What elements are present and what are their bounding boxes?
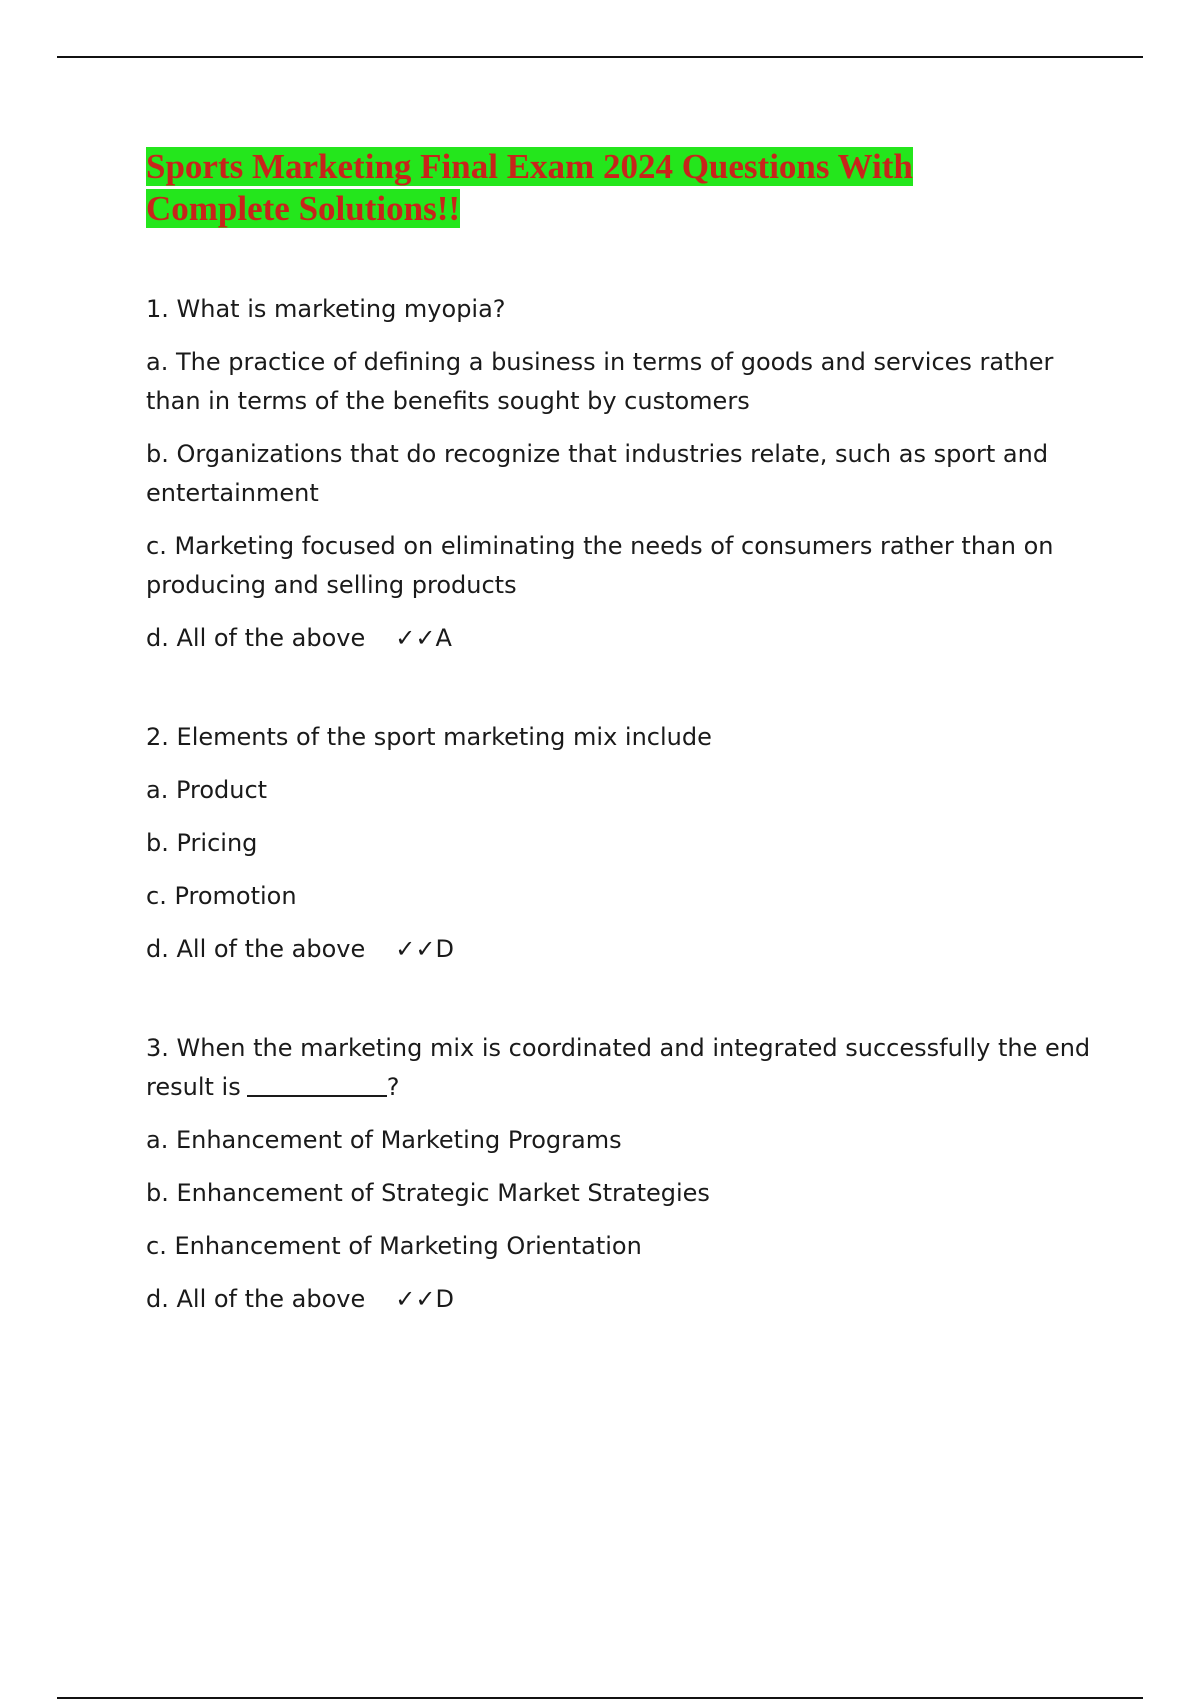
title-line-2: Complete Solutions!! xyxy=(146,189,461,228)
option-a: a. Product xyxy=(146,776,268,804)
option-d-row xyxy=(146,1280,1106,1319)
option-b: b. Enhancement of Strategic Market Strategies xyxy=(146,1179,710,1207)
option-d: d. All of the above xyxy=(146,935,366,963)
option-a: a. Enhancement of Marketing Programs xyxy=(146,1126,622,1154)
option-c: c. Marketing focused on eliminating the needs of consumers rather than on producing and selling products xyxy=(146,532,1054,599)
spacer xyxy=(146,658,1106,718)
option-b: b. Organizations that do recognize that industries relate, such as sport and entertainment xyxy=(146,440,1049,507)
option-c: c. Promotion xyxy=(146,882,297,910)
question-prompt: 2. Elements of the sport marketing mix include xyxy=(146,723,712,751)
option-c: c. Enhancement of Marketing Orientation xyxy=(146,1232,642,1260)
question-prompt-text: 3. When the marketing mix is coordinated and integrated successfully the end result is xyxy=(146,1034,1091,1101)
document-page xyxy=(146,146,1106,1319)
question-2 xyxy=(146,718,1106,969)
option-d-row xyxy=(146,619,1106,658)
option-d-row xyxy=(146,930,1106,969)
answer-key: ✓✓D xyxy=(395,1285,454,1313)
header-rule xyxy=(57,56,1143,58)
answer-key: ✓✓D xyxy=(395,935,454,963)
question-3 xyxy=(146,1029,1106,1319)
answer-key: ✓✓A xyxy=(395,624,452,652)
question-prompt xyxy=(146,1029,1106,1107)
option-d: d. All of the above xyxy=(146,1285,366,1313)
question-prompt-end: ? xyxy=(386,1073,400,1101)
title-line-1: Sports Marketing Final Exam 2024 Questions With xyxy=(146,147,913,186)
footer-rule xyxy=(57,1697,1143,1699)
option-a: a. The practice of defining a business in terms of goods and services rather than in terms of the benefits sought by customers xyxy=(146,348,1054,415)
document-title xyxy=(146,146,986,230)
question-1 xyxy=(146,290,1106,658)
question-prompt: 1. What is marketing myopia? xyxy=(146,295,506,323)
fill-in-blank xyxy=(247,1071,387,1097)
option-d: d. All of the above xyxy=(146,624,366,652)
option-b: b. Pricing xyxy=(146,829,258,857)
spacer xyxy=(146,969,1106,1029)
